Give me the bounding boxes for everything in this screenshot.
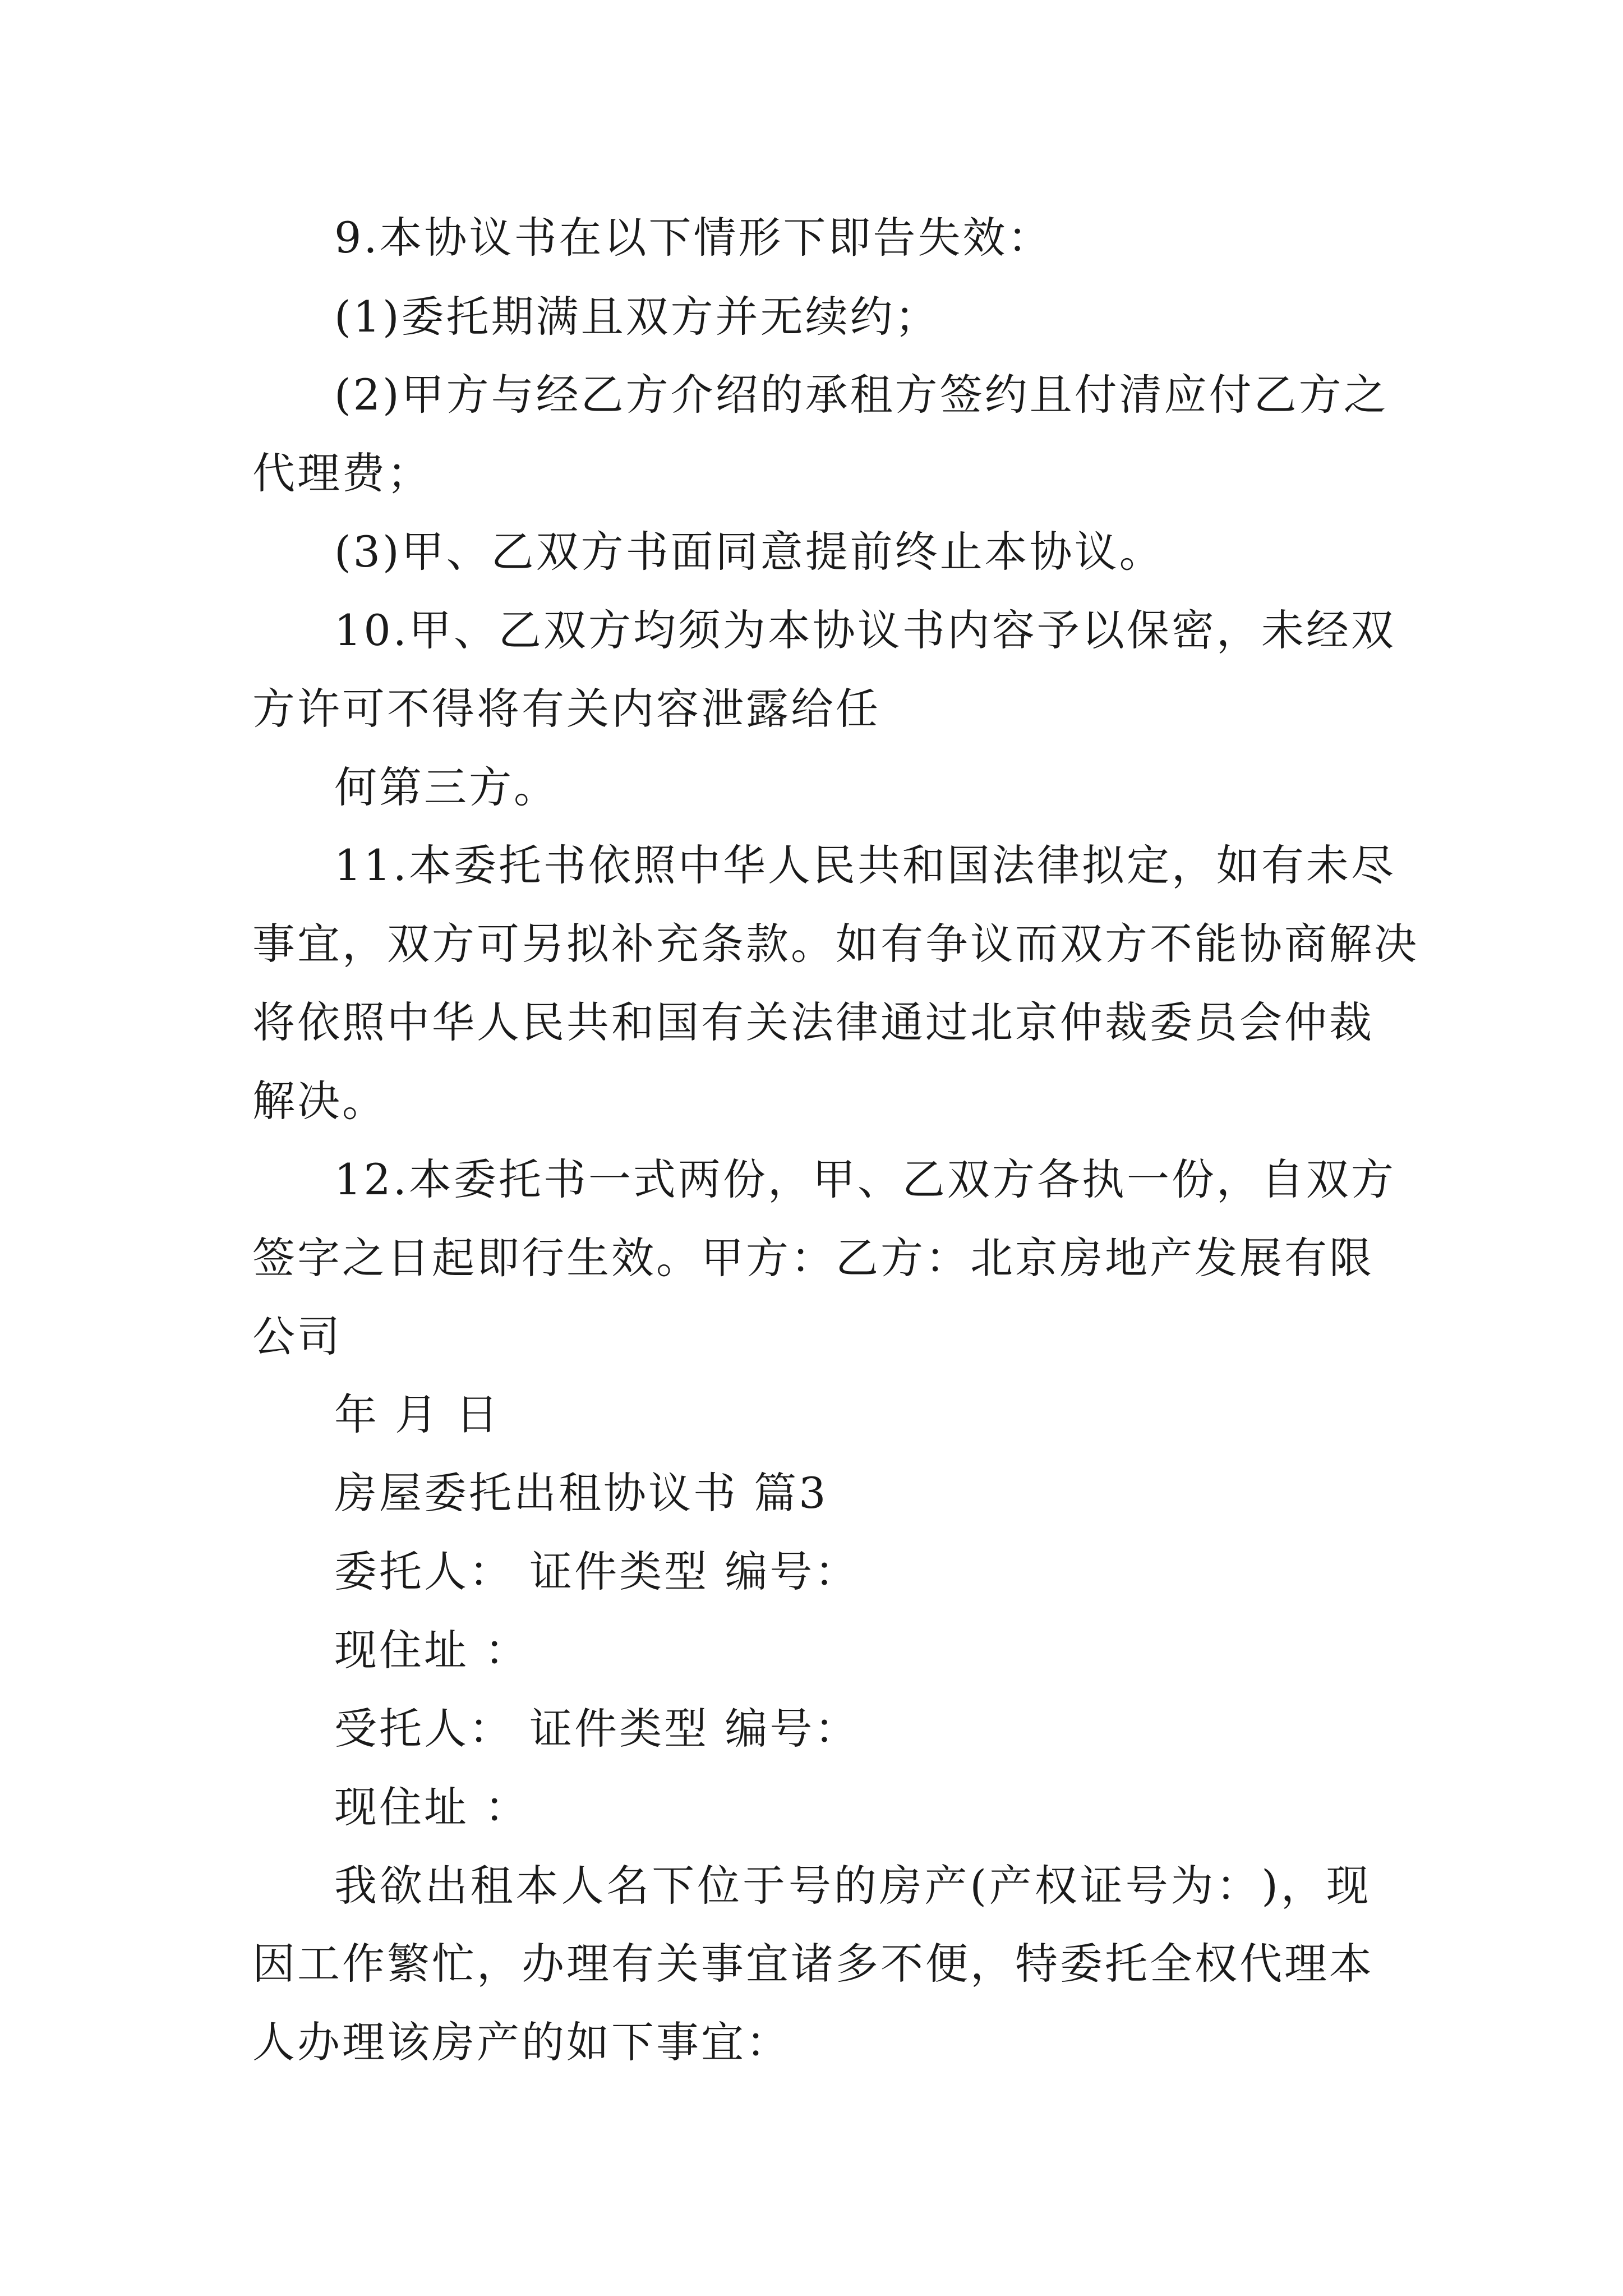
- glyph: 定: [1126, 840, 1172, 890]
- glyph: 事: [252, 919, 297, 969]
- glyph: 式: [633, 1154, 678, 1204]
- glyph: 2: [363, 1154, 393, 1204]
- glyph: 下: [652, 1861, 697, 1911]
- glyph: ，: [1216, 1154, 1261, 1204]
- glyph: 地: [1105, 1233, 1150, 1283]
- glyph: 未: [1261, 605, 1306, 655]
- glyph: ：: [791, 1233, 836, 1283]
- glyph: 本: [767, 605, 813, 655]
- glyph: 有: [1284, 1233, 1329, 1283]
- clause-9-2-line-2: 代理费；: [252, 448, 432, 498]
- glyph: 方: [446, 370, 491, 420]
- glyph: 于: [743, 1861, 788, 1911]
- clause-12-line-3: 公司: [252, 1312, 342, 1361]
- glyph: 议: [970, 919, 1015, 969]
- glyph: 仲: [1060, 997, 1105, 1047]
- body-line-1: [334, 1861, 1371, 1911]
- glyph: 日: [387, 1233, 432, 1283]
- glyph: 的: [760, 370, 805, 420]
- glyph: 有: [701, 997, 746, 1047]
- glyph: 法: [791, 997, 836, 1047]
- glyph: 过: [925, 997, 970, 1047]
- glyph: 议: [857, 605, 902, 655]
- glyph: 乙: [1253, 370, 1299, 420]
- glyph: ，: [1171, 840, 1216, 890]
- glyph: 。: [656, 1233, 701, 1283]
- glyph: 本: [408, 1154, 454, 1204]
- glyph: 、: [453, 605, 499, 655]
- glyph: 委: [1060, 1939, 1105, 1989]
- glyph: 特: [1015, 1939, 1060, 1989]
- glyph: 字: [297, 1233, 342, 1283]
- glyph: 京: [1015, 1233, 1060, 1283]
- glyph: 以: [1081, 605, 1127, 655]
- glyph: (: [334, 370, 353, 420]
- glyph: ，: [1280, 1861, 1326, 1911]
- glyph: 与: [491, 370, 536, 420]
- clause-12-line-1: [334, 1154, 1396, 1204]
- glyph: 均: [633, 605, 678, 655]
- glyph: 密: [1171, 605, 1216, 655]
- glyph: ): [382, 370, 402, 420]
- glyph: 产: [1150, 1233, 1195, 1283]
- glyph: 决: [1374, 919, 1419, 969]
- glyph: 律: [1036, 840, 1082, 890]
- glyph: 双: [1306, 1154, 1351, 1204]
- glyph: 欲: [379, 1861, 425, 1911]
- glyph: ，: [342, 919, 387, 969]
- glyph: 方: [432, 919, 477, 969]
- clause-10-line-2: 方许可不得将有关内容泄露给任: [252, 684, 880, 734]
- glyph: 国: [656, 997, 701, 1047]
- glyph: 照: [342, 997, 387, 1047]
- glyph: ): [1261, 1861, 1280, 1911]
- date-line: 年 月 日: [334, 1389, 501, 1439]
- glyph: 容: [992, 605, 1037, 655]
- glyph: 律: [836, 997, 880, 1047]
- glyph: 自: [1261, 1154, 1306, 1204]
- glyph: 本: [515, 1861, 561, 1911]
- glyph: 便: [925, 1939, 970, 1989]
- glyph: 承: [805, 370, 850, 420]
- clause-10-cont-line-1: 何第三方。: [334, 762, 559, 812]
- glyph: 和: [611, 997, 656, 1047]
- glyph: 我: [334, 1861, 379, 1911]
- glyph: 0: [363, 605, 393, 655]
- glyph: 双: [387, 919, 432, 969]
- glyph: 照: [633, 840, 678, 890]
- glyph: 华: [722, 840, 768, 890]
- glyph: 北: [970, 1233, 1015, 1283]
- glyph: 方: [1298, 370, 1344, 420]
- glyph: 充: [656, 919, 701, 969]
- glyph: 商: [1284, 919, 1329, 969]
- glyph: 号: [788, 1861, 833, 1911]
- glyph: 法: [992, 840, 1037, 890]
- glyph: 依: [297, 997, 342, 1047]
- glyph: 签: [252, 1233, 297, 1283]
- glyph: 份: [722, 1154, 768, 1204]
- glyph: 保: [1126, 605, 1172, 655]
- glyph: 托: [498, 1154, 543, 1204]
- glyph: 托: [498, 840, 543, 890]
- glyph: ：: [925, 1233, 970, 1283]
- glyph: 产: [989, 1861, 1034, 1911]
- glyph: 代: [1239, 1939, 1284, 1989]
- clause-9-3-line-1: (3)甲、乙双方书面同意提前终止本协议。: [334, 527, 1164, 577]
- clause-9-1-line-1: (1)委托期满且双方并无续约；: [334, 292, 940, 342]
- glyph: 民: [812, 840, 857, 890]
- glyph: 、: [857, 1154, 902, 1204]
- glyph: 现: [1326, 1861, 1371, 1911]
- clause-11-line-3: [252, 997, 1374, 1047]
- glyph: 双: [543, 605, 588, 655]
- glyph: 方: [588, 605, 633, 655]
- glyph: 应: [1164, 370, 1209, 420]
- glyph: 有: [1261, 840, 1306, 890]
- glyph: 执: [1081, 1154, 1127, 1204]
- glyph: 国: [947, 840, 992, 890]
- glyph: 须: [677, 605, 723, 655]
- glyph: 甲: [701, 1233, 746, 1283]
- glyph: 本: [408, 840, 454, 890]
- glyph: 关: [656, 1939, 701, 1989]
- agent-line: 受托人： 证件类型 编号：: [334, 1704, 860, 1754]
- glyph: 乙: [836, 1233, 880, 1283]
- glyph: 展: [1239, 1233, 1284, 1283]
- glyph: 两: [677, 1154, 723, 1204]
- glyph: 尽: [1350, 840, 1396, 890]
- glyph: 租: [850, 370, 895, 420]
- glyph: 书: [543, 1154, 588, 1204]
- glyph: 予: [1036, 605, 1082, 655]
- glyph: 房: [1060, 1233, 1105, 1283]
- glyph: 1: [363, 840, 393, 890]
- glyph: 办: [522, 1939, 566, 1989]
- glyph: 关: [746, 997, 791, 1047]
- glyph: 仲: [1284, 997, 1329, 1047]
- glyph: 能: [1195, 919, 1239, 969]
- glyph: 通: [880, 997, 925, 1047]
- section-title: 房屋委托出租协议书 篇3: [334, 1468, 828, 1518]
- glyph: 绍: [715, 370, 760, 420]
- glyph: 作: [342, 1939, 387, 1989]
- glyph: 协: [1239, 919, 1284, 969]
- glyph: .: [393, 1154, 409, 1204]
- glyph: 裁: [1105, 997, 1150, 1047]
- glyph: 经: [536, 370, 581, 420]
- glyph: 乙: [498, 605, 543, 655]
- glyph: 款: [746, 919, 791, 969]
- glyph: 人: [477, 997, 522, 1047]
- glyph: 的: [833, 1861, 879, 1911]
- glyph: 且: [1029, 370, 1075, 420]
- glyph: 多: [836, 1939, 880, 1989]
- glyph: 书: [543, 840, 588, 890]
- glyph: 民: [522, 997, 566, 1047]
- glyph: 名: [606, 1861, 652, 1911]
- clause-11-line-1: [334, 840, 1396, 890]
- glyph: 另: [522, 919, 566, 969]
- clause-11-line-4: 解决。: [252, 1076, 387, 1126]
- glyph: 补: [611, 919, 656, 969]
- glyph: 争: [925, 919, 970, 969]
- glyph: 可: [477, 919, 522, 969]
- glyph: 本: [1329, 1939, 1374, 1989]
- principal-line: 委托人： 证件类型 编号：: [334, 1547, 860, 1596]
- body-line-2: [252, 1939, 1374, 1989]
- glyph: 拟: [566, 919, 611, 969]
- glyph: 共: [857, 840, 902, 890]
- glyph: 一: [1126, 1154, 1172, 1204]
- glyph: 各: [1036, 1154, 1082, 1204]
- glyph: 宜: [297, 919, 342, 969]
- body-line-3: 人办理该房产的如下事宜：: [252, 2017, 791, 2067]
- glyph: 条: [701, 919, 746, 969]
- glyph: 理: [566, 1939, 611, 1989]
- glyph: 有: [880, 919, 925, 969]
- glyph: 乙: [580, 370, 626, 420]
- glyph: 1: [334, 840, 364, 890]
- glyph: 中: [677, 840, 723, 890]
- glyph: 华: [432, 997, 477, 1047]
- glyph: 事: [701, 1939, 746, 1989]
- glyph: 依: [588, 840, 633, 890]
- glyph: 付: [1209, 370, 1254, 420]
- glyph: 权: [1195, 1939, 1239, 1989]
- glyph: 份: [1171, 1154, 1216, 1204]
- glyph: 约: [984, 370, 1030, 420]
- glyph: 忙: [432, 1939, 477, 1989]
- clause-12-line-2: [252, 1233, 1374, 1283]
- glyph: 裁: [1329, 997, 1374, 1047]
- glyph: 诸: [791, 1939, 836, 1989]
- clause-9-line-1: 9.本协议书在以下情形下即告失效：: [334, 213, 1053, 263]
- glyph: 托: [1105, 1939, 1150, 1989]
- glyph: 双: [1060, 919, 1105, 969]
- glyph: 全: [1150, 1939, 1195, 1989]
- clause-9-2-line-1: [334, 370, 1389, 420]
- glyph: 。: [791, 919, 836, 969]
- glyph: 行: [522, 1233, 566, 1283]
- glyph: 如: [836, 919, 880, 969]
- glyph: 方: [1105, 919, 1150, 969]
- glyph: 2: [353, 370, 383, 420]
- glyph: 甲: [812, 1154, 857, 1204]
- glyph: 因: [252, 1939, 297, 1989]
- glyph: ，: [970, 1939, 1015, 1989]
- glyph: 会: [1239, 997, 1284, 1047]
- glyph: 之: [1343, 370, 1389, 420]
- glyph: 不: [880, 1939, 925, 1989]
- glyph: .: [393, 840, 409, 890]
- glyph: 租: [470, 1861, 515, 1911]
- glyph: 拟: [1081, 840, 1127, 890]
- glyph: 为: [1170, 1861, 1216, 1911]
- glyph: 和: [902, 840, 947, 890]
- glyph: 书: [902, 605, 947, 655]
- glyph: 如: [1216, 840, 1261, 890]
- glyph: 1: [334, 1154, 364, 1204]
- glyph: 甲: [401, 370, 446, 420]
- principal-address-line: 现住址 ：: [334, 1625, 530, 1675]
- glyph: 员: [1195, 997, 1239, 1047]
- glyph: 方: [992, 1154, 1037, 1204]
- glyph: 经: [1306, 605, 1351, 655]
- glyph: 北: [970, 997, 1015, 1047]
- glyph: 一: [588, 1154, 633, 1204]
- clause-11-line-2: [252, 919, 1419, 969]
- glyph: 即: [477, 1233, 522, 1283]
- glyph: 中: [387, 997, 432, 1047]
- agent-address-line: 现住址 ：: [334, 1782, 530, 1832]
- glyph: 发: [1195, 1233, 1239, 1283]
- clause-10-line-1: [334, 605, 1396, 655]
- glyph: 生: [566, 1233, 611, 1283]
- glyph: 共: [566, 997, 611, 1047]
- glyph: 之: [342, 1233, 387, 1283]
- glyph: 付: [1074, 370, 1119, 420]
- glyph: 委: [1150, 997, 1195, 1047]
- glyph: 起: [432, 1233, 477, 1283]
- glyph: 有: [611, 1939, 656, 1989]
- glyph: 解: [1329, 919, 1374, 969]
- glyph: 方: [746, 1233, 791, 1283]
- glyph: 方: [895, 370, 940, 420]
- glyph: 为: [722, 605, 768, 655]
- glyph: 效: [611, 1233, 656, 1283]
- glyph: 乙: [902, 1154, 947, 1204]
- glyph: 限: [1329, 1233, 1374, 1283]
- glyph: 双: [1350, 605, 1396, 655]
- glyph: 号: [1125, 1861, 1170, 1911]
- glyph: 方: [625, 370, 671, 420]
- glyph: 权: [1034, 1861, 1080, 1911]
- glyph: 未: [1306, 840, 1351, 890]
- glyph: (: [970, 1861, 989, 1911]
- glyph: 而: [1015, 919, 1060, 969]
- glyph: 介: [670, 370, 716, 420]
- glyph: 理: [1284, 1939, 1329, 1989]
- glyph: 内: [947, 605, 992, 655]
- glyph: 繁: [387, 1939, 432, 1989]
- glyph: 产: [924, 1861, 970, 1911]
- glyph: 清: [1119, 370, 1164, 420]
- glyph: 证: [1080, 1861, 1125, 1911]
- glyph: 协: [812, 605, 857, 655]
- glyph: 将: [252, 997, 297, 1047]
- glyph: 位: [697, 1861, 743, 1911]
- glyph: ，: [767, 1154, 813, 1204]
- glyph: 1: [334, 605, 364, 655]
- glyph: ：: [1216, 1861, 1261, 1911]
- glyph: 委: [453, 1154, 499, 1204]
- glyph: 方: [1350, 1154, 1396, 1204]
- glyph: 不: [1150, 919, 1195, 969]
- glyph: 京: [1015, 997, 1060, 1047]
- glyph: 工: [297, 1939, 342, 1989]
- glyph: 方: [880, 1233, 925, 1283]
- glyph: 双: [947, 1154, 992, 1204]
- glyph: 房: [879, 1861, 924, 1911]
- glyph: ，: [1216, 605, 1261, 655]
- glyph: 甲: [408, 605, 454, 655]
- glyph: .: [393, 605, 409, 655]
- glyph: 宜: [746, 1939, 791, 1989]
- glyph: ，: [477, 1939, 522, 1989]
- glyph: 委: [453, 840, 499, 890]
- glyph: 人: [767, 840, 813, 890]
- glyph: 出: [425, 1861, 470, 1911]
- glyph: 人: [561, 1861, 606, 1911]
- glyph: 签: [939, 370, 985, 420]
